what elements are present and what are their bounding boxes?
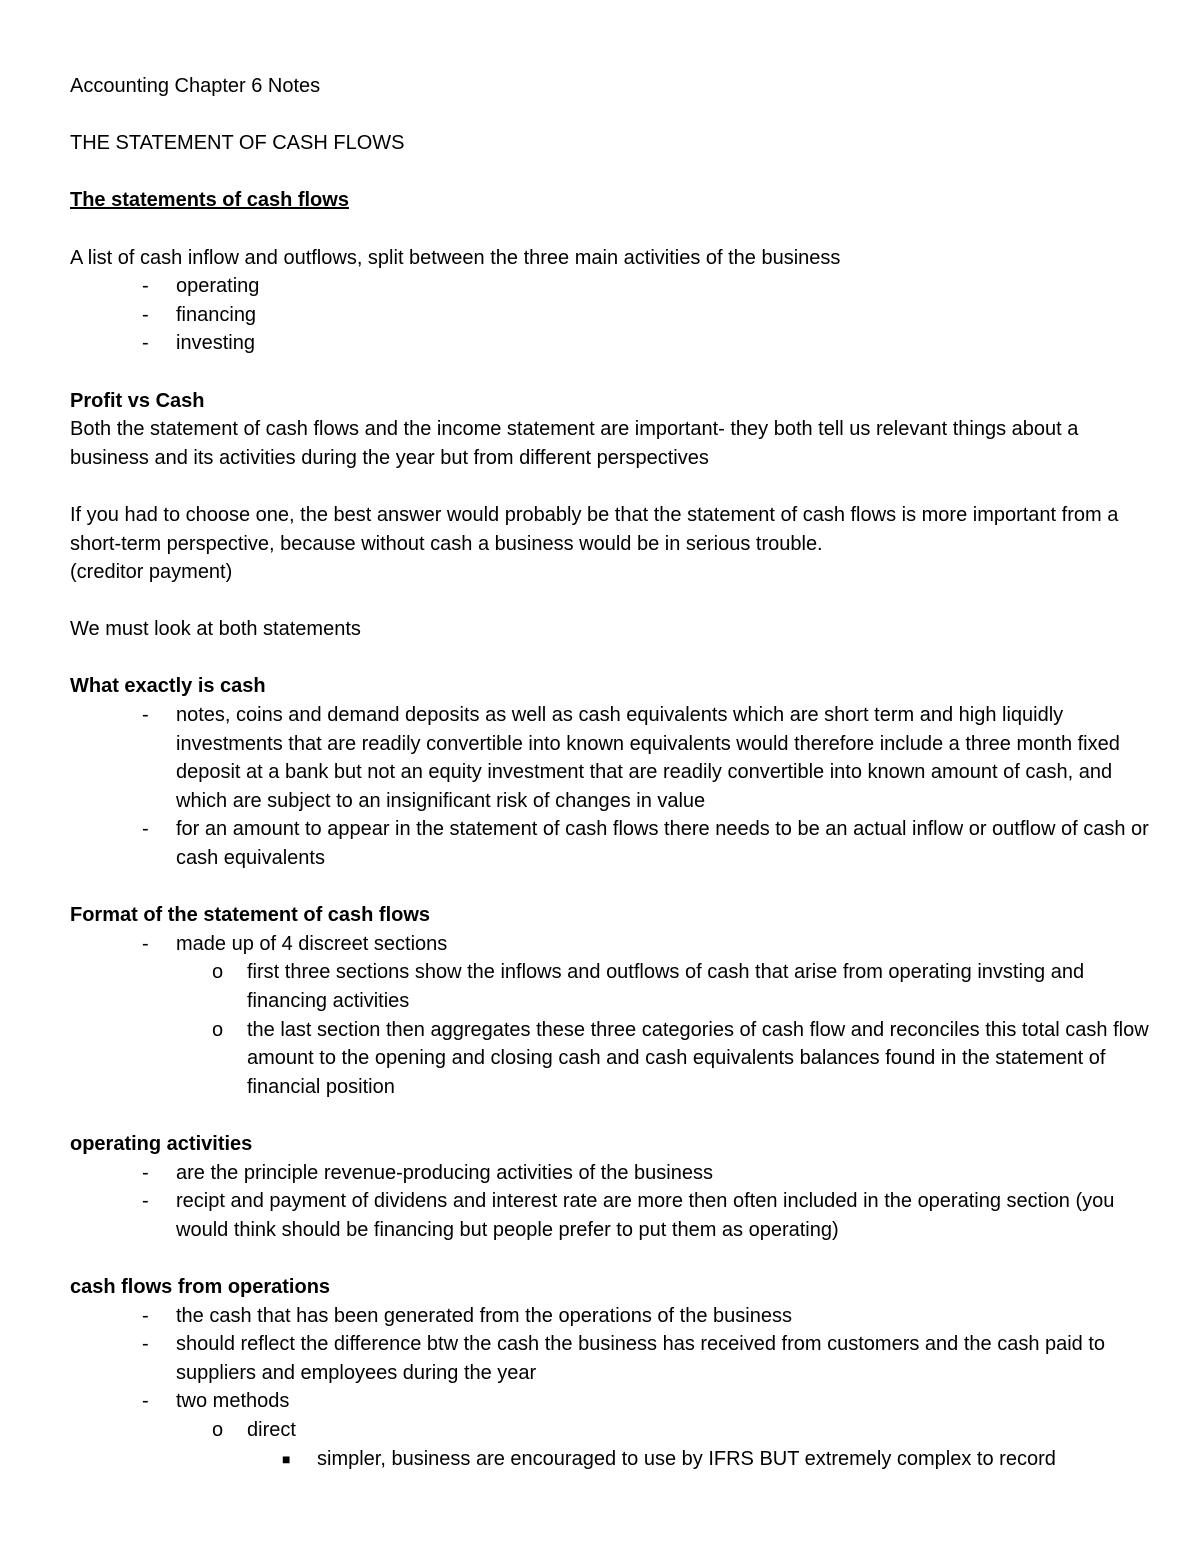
dash-bullet: - — [142, 1390, 149, 1413]
document-page — [70, 72, 1150, 1473]
paragraph: Both the statement of cash flows and the income statement are important- they both tell us relevant things about a business and its activities during the year but from different perspectives — [70, 418, 1079, 469]
paragraph: If you had to choose one, the best answer would probably be that the statement of cash flows is more important from a short-term perspective, because without cash a business would be in serious trouble. — [70, 503, 1119, 555]
dash-bullet: - — [142, 275, 149, 298]
section1-intro: A list of cash inflow and outflows, split between the three main activities of the business — [70, 246, 841, 269]
section-heading-profit-vs-cash: Profit vs Cash — [70, 389, 205, 412]
section-heading-statements-of-cash-flows: The statements of cash flows — [70, 189, 349, 212]
dash-bullet: - — [142, 303, 149, 326]
circle-bullet: o — [212, 1018, 224, 1041]
list-item: - are the principle revenue-producing activities of the business — [70, 1159, 1150, 1188]
list-item: - made up of 4 discreet sections — [70, 930, 1150, 959]
list-item: - for an amount to appear in the statement of cash flows there needs to be an actual inflow or outflow of cash or cash equivalents — [70, 815, 1150, 872]
dash-bullet: - — [142, 1190, 149, 1213]
dash-bullet: - — [142, 932, 149, 955]
list-item: - should reflect the difference btw the cash the business has received from customers and the cash paid to suppliers and employees during the year — [70, 1330, 1150, 1387]
section-heading-cash-flows-from-operations: cash flows from operations — [70, 1275, 331, 1298]
square-bullet-icon: ■ — [282, 1450, 291, 1467]
document-title: Accounting Chapter 6 Notes — [70, 75, 321, 97]
dash-bullet: - — [142, 332, 149, 355]
circle-bullet: o — [212, 1418, 224, 1441]
section-heading-format: Format of the statement of cash flows — [70, 904, 431, 927]
list-item: - notes, coins and demand deposits as well as cash equivalents which are short term and high liquidly investments that are readily convertible into known equivalents would therefore include a three month fixed deposit at a bank but not an equity investment that are readily convertible into known amount of cash, and which are subject to an insignificant risk of changes in value — [70, 701, 1150, 815]
sub-list-item: o first three sections show the inflows and outflows of cash that arise from operating invsting and financing activities — [70, 958, 1150, 1015]
sub-sub-list-item: ■ simpler, business are encouraged to use by IFRS BUT extremely complex to record — [70, 1445, 1150, 1474]
list-item: - operating — [70, 272, 1150, 301]
section-heading-what-is-cash: What exactly is cash — [70, 675, 266, 698]
dash-bullet: - — [142, 1333, 149, 1356]
sub-list-item: o the last section then aggregates these three categories of cash flow and reconciles this total cash flow amount to the opening and closing cash and cash equivalents balances found in the statement of financial position — [70, 1016, 1150, 1102]
main-heading: THE STATEMENT OF CASH FLOWS — [70, 132, 405, 155]
dash-bullet: - — [142, 704, 149, 727]
dash-bullet: - — [142, 1161, 149, 1184]
section-heading-operating-activities: operating activities — [70, 1132, 253, 1155]
list-item: - the cash that has been generated from the operations of the business — [70, 1302, 1150, 1331]
paragraph: (creditor payment) — [70, 561, 233, 584]
list-item: - recipt and payment of dividens and interest rate are more then often included in the operating section (you would think should be financing but people prefer to put them as operating) — [70, 1187, 1150, 1244]
circle-bullet: o — [212, 961, 224, 984]
sub-list-item: o direct — [70, 1416, 1150, 1445]
list-item: - financing — [70, 301, 1150, 330]
list-item: - two methods — [70, 1387, 1150, 1416]
dash-bullet: - — [142, 1304, 149, 1327]
dash-bullet: - — [142, 818, 149, 841]
list-item: - investing — [70, 329, 1150, 358]
paragraph: We must look at both statements — [70, 618, 361, 641]
